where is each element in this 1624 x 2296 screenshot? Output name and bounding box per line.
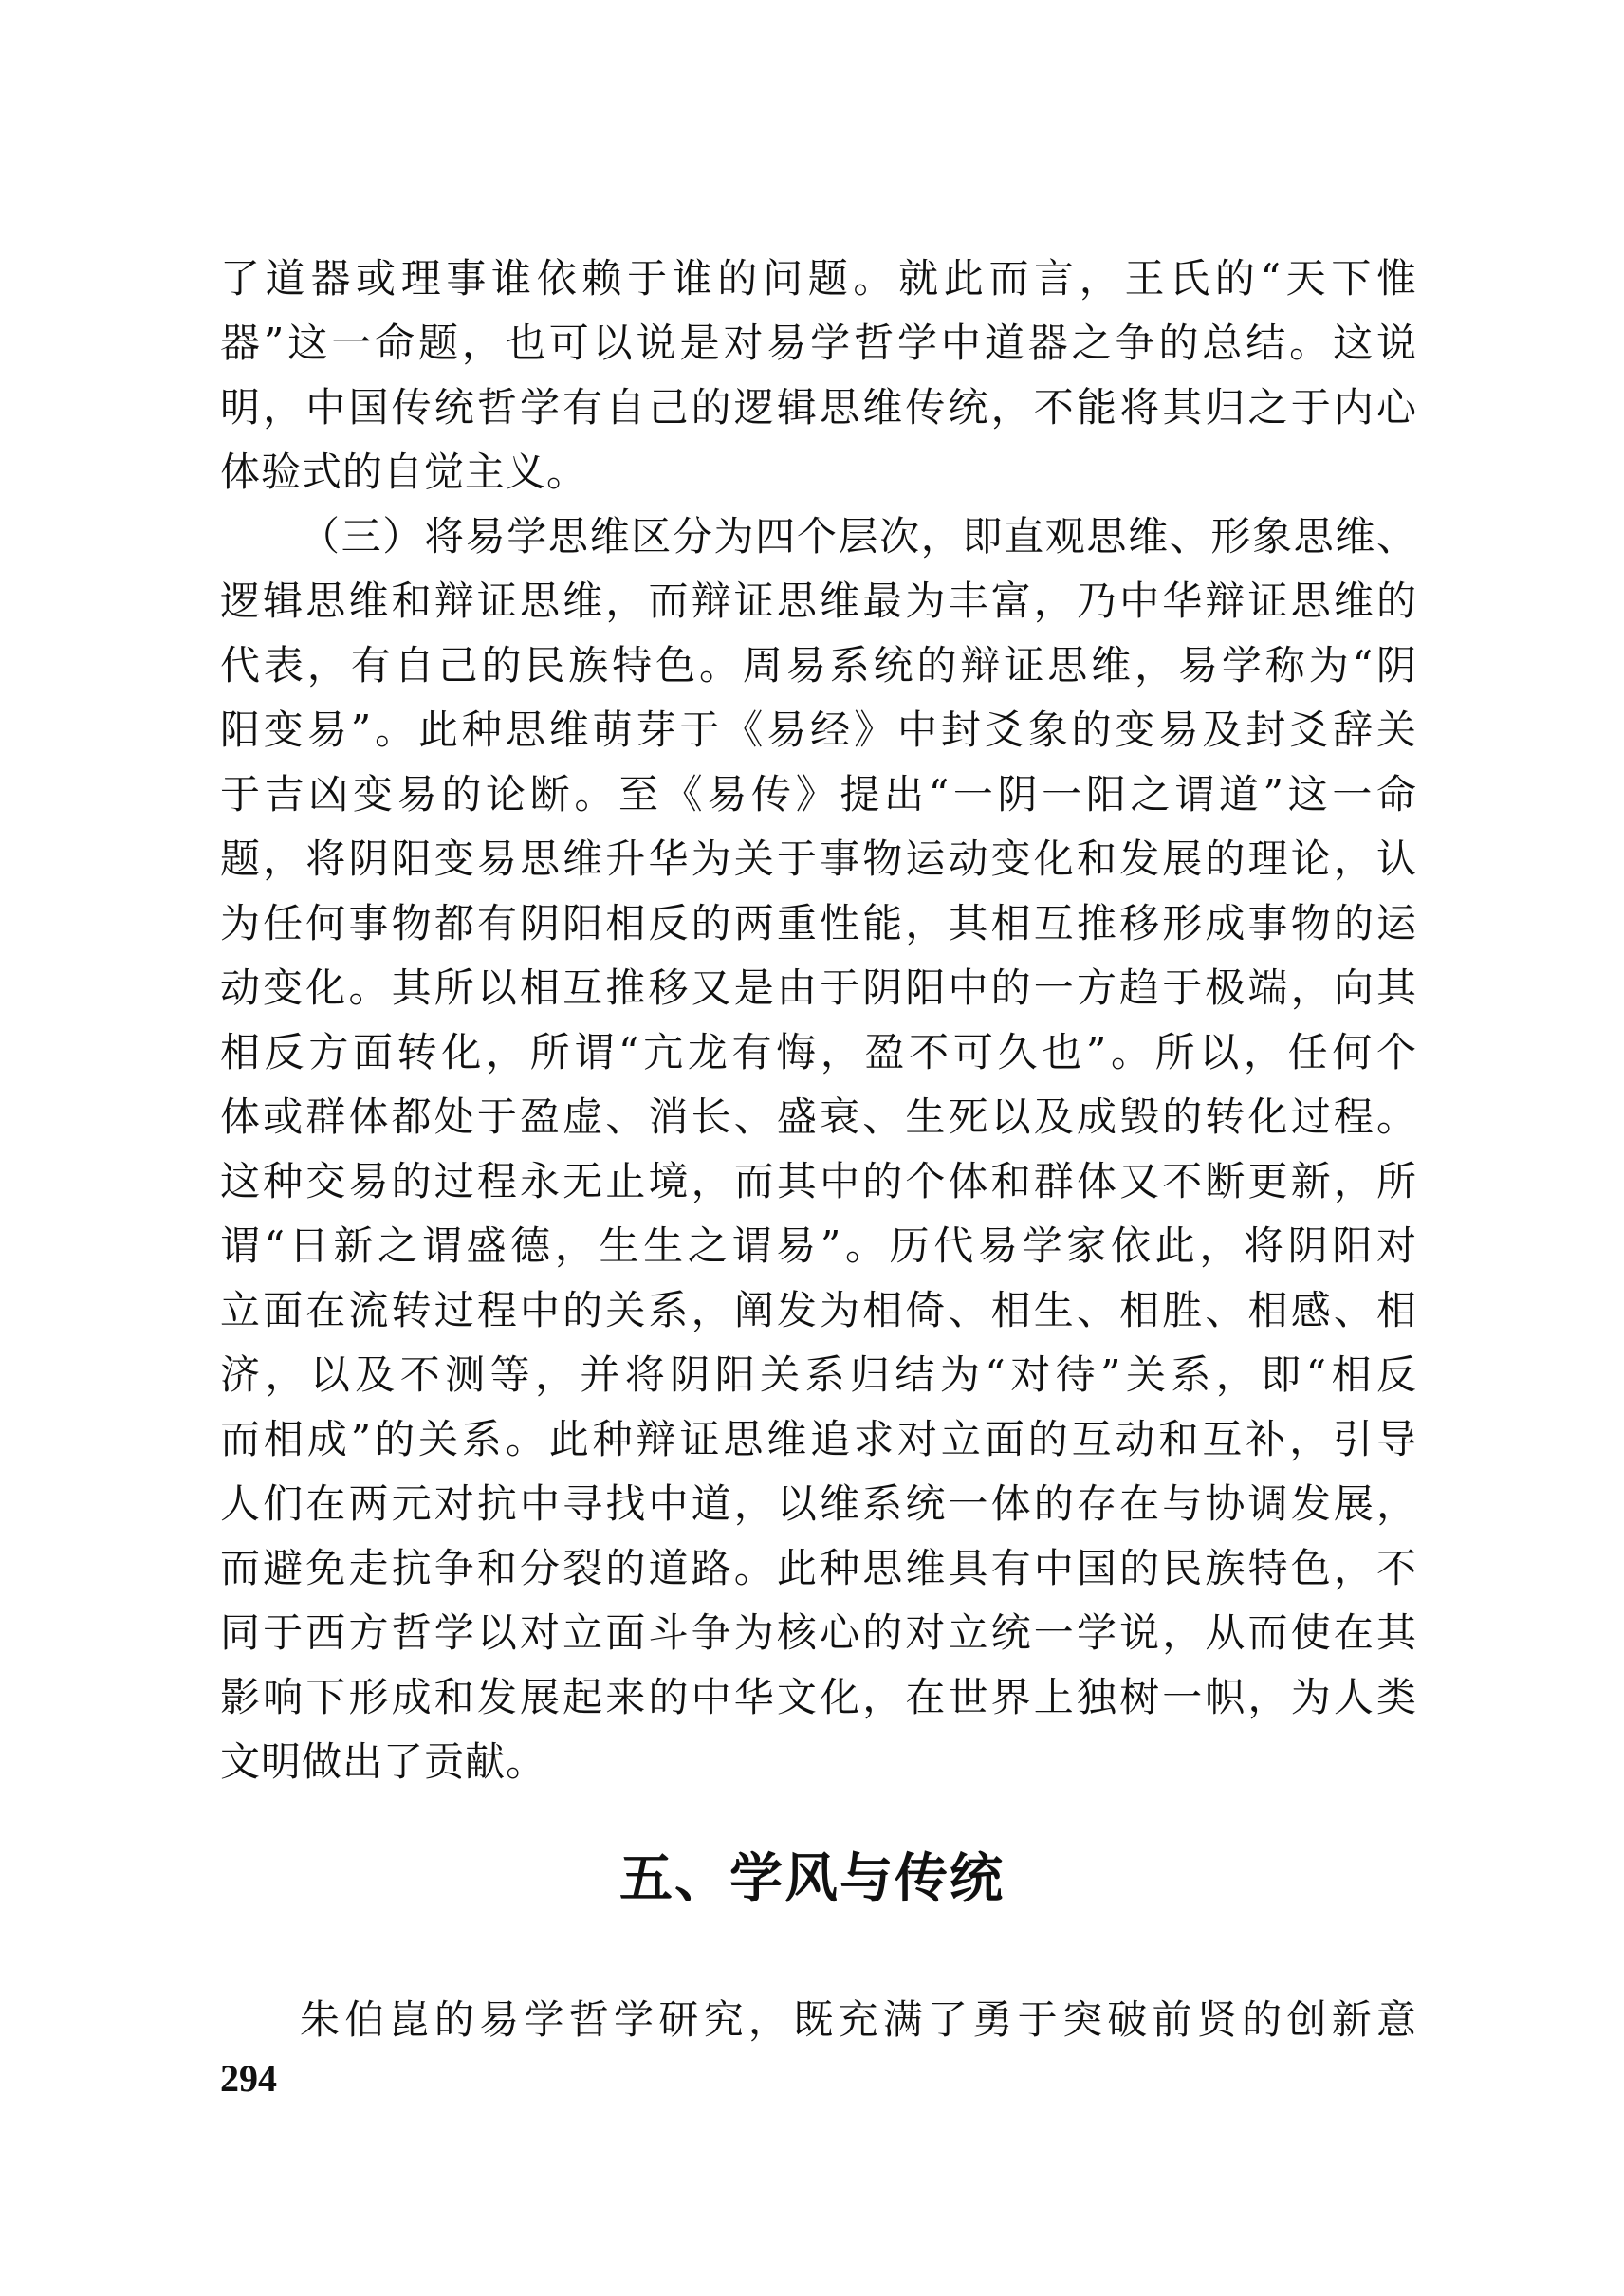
text-line: 立面在流转过程中的关系，阐发为相倚、相生、相胜、相感、相 bbox=[220, 1287, 1417, 1333]
text-line: 阳变易”。此种思维萌芽于《易经》中封爻象的变易及封爻辞关 bbox=[220, 707, 1417, 753]
text-line: 这种交易的过程永无止境，而其中的个体和群体又不断更新，所 bbox=[220, 1158, 1417, 1204]
paragraph-first-line: （三）将易学思维区分为四个层次，即直观思维、形象思维、 bbox=[300, 513, 1417, 560]
text-line: 同于西方哲学以对立面斗争为核心的对立统一学说，从而使在其 bbox=[220, 1609, 1417, 1656]
page-number: 294 bbox=[220, 2057, 277, 2100]
text-line: 了道器或理事谁依赖于谁的问题。就此而言，王氏的“天下惟 bbox=[220, 255, 1417, 302]
text-line: 谓“日新之谓盛德，生生之谓易”。历代易学家依此，将阴阳对 bbox=[220, 1222, 1417, 1269]
section-heading: 五、学风与传统 bbox=[619, 1848, 1005, 1910]
text-line: 而避免走抗争和分裂的道路。此种思维具有中国的民族特色，不 bbox=[220, 1545, 1417, 1591]
text-line: 体或群体都处于盈虚、消长、盛衰、生死以及成毁的转化过程。 bbox=[220, 1093, 1417, 1140]
text-line: 逻辑思维和辩证思维，而辩证思维最为丰富，乃中华辩证思维的 bbox=[220, 578, 1417, 624]
text-line: 体验式的自觉主义。 bbox=[220, 449, 588, 495]
text-line: 动变化。其所以相互推移又是由于阴阳中的一方趋于极端，向其 bbox=[220, 964, 1417, 1011]
text-line: 影响下形成和发展起来的中华文化，在世界上独树一帜，为人类 bbox=[220, 1674, 1417, 1720]
text-line: 济，以及不测等，并将阴阳关系归结为“对待”关系，即“相反 bbox=[220, 1351, 1417, 1398]
text-line: 于吉凶变易的论断。至《易传》提出“一阴一阳之谓道”这一命 bbox=[220, 771, 1417, 817]
text-line: 代表，有自己的民族特色。周易系统的辩证思维，易学称为“阴 bbox=[220, 642, 1417, 689]
text-line: 明，中国传统哲学有自己的逻辑思维传统，不能将其归之于内心 bbox=[220, 384, 1417, 431]
text-line: 人们在两元对抗中寻找中道，以维系统一体的存在与协调发展， bbox=[220, 1480, 1417, 1527]
text-line: 相反方面转化，所谓“亢龙有悔，盈不可久也”。所以，任何个 bbox=[220, 1029, 1417, 1075]
paragraph-first-line: 朱伯崑的易学哲学研究，既充满了勇于突破前贤的创新意 bbox=[300, 1996, 1417, 2043]
text-line: 为任何事物都有阴阳相反的两重性能，其相互推移形成事物的运 bbox=[220, 900, 1417, 946]
text-line: 器”这一命题，也可以说是对易学哲学中道器之争的总结。这说 bbox=[220, 320, 1417, 366]
text-line: 文明做出了贡献。 bbox=[220, 1738, 547, 1785]
text-line: 而相成”的关系。此种辩证思维追求对立面的互动和互补，引导 bbox=[220, 1416, 1417, 1462]
text-line: 题，将阴阳变易思维升华为关于事物运动变化和发展的理论，认 bbox=[220, 836, 1417, 882]
